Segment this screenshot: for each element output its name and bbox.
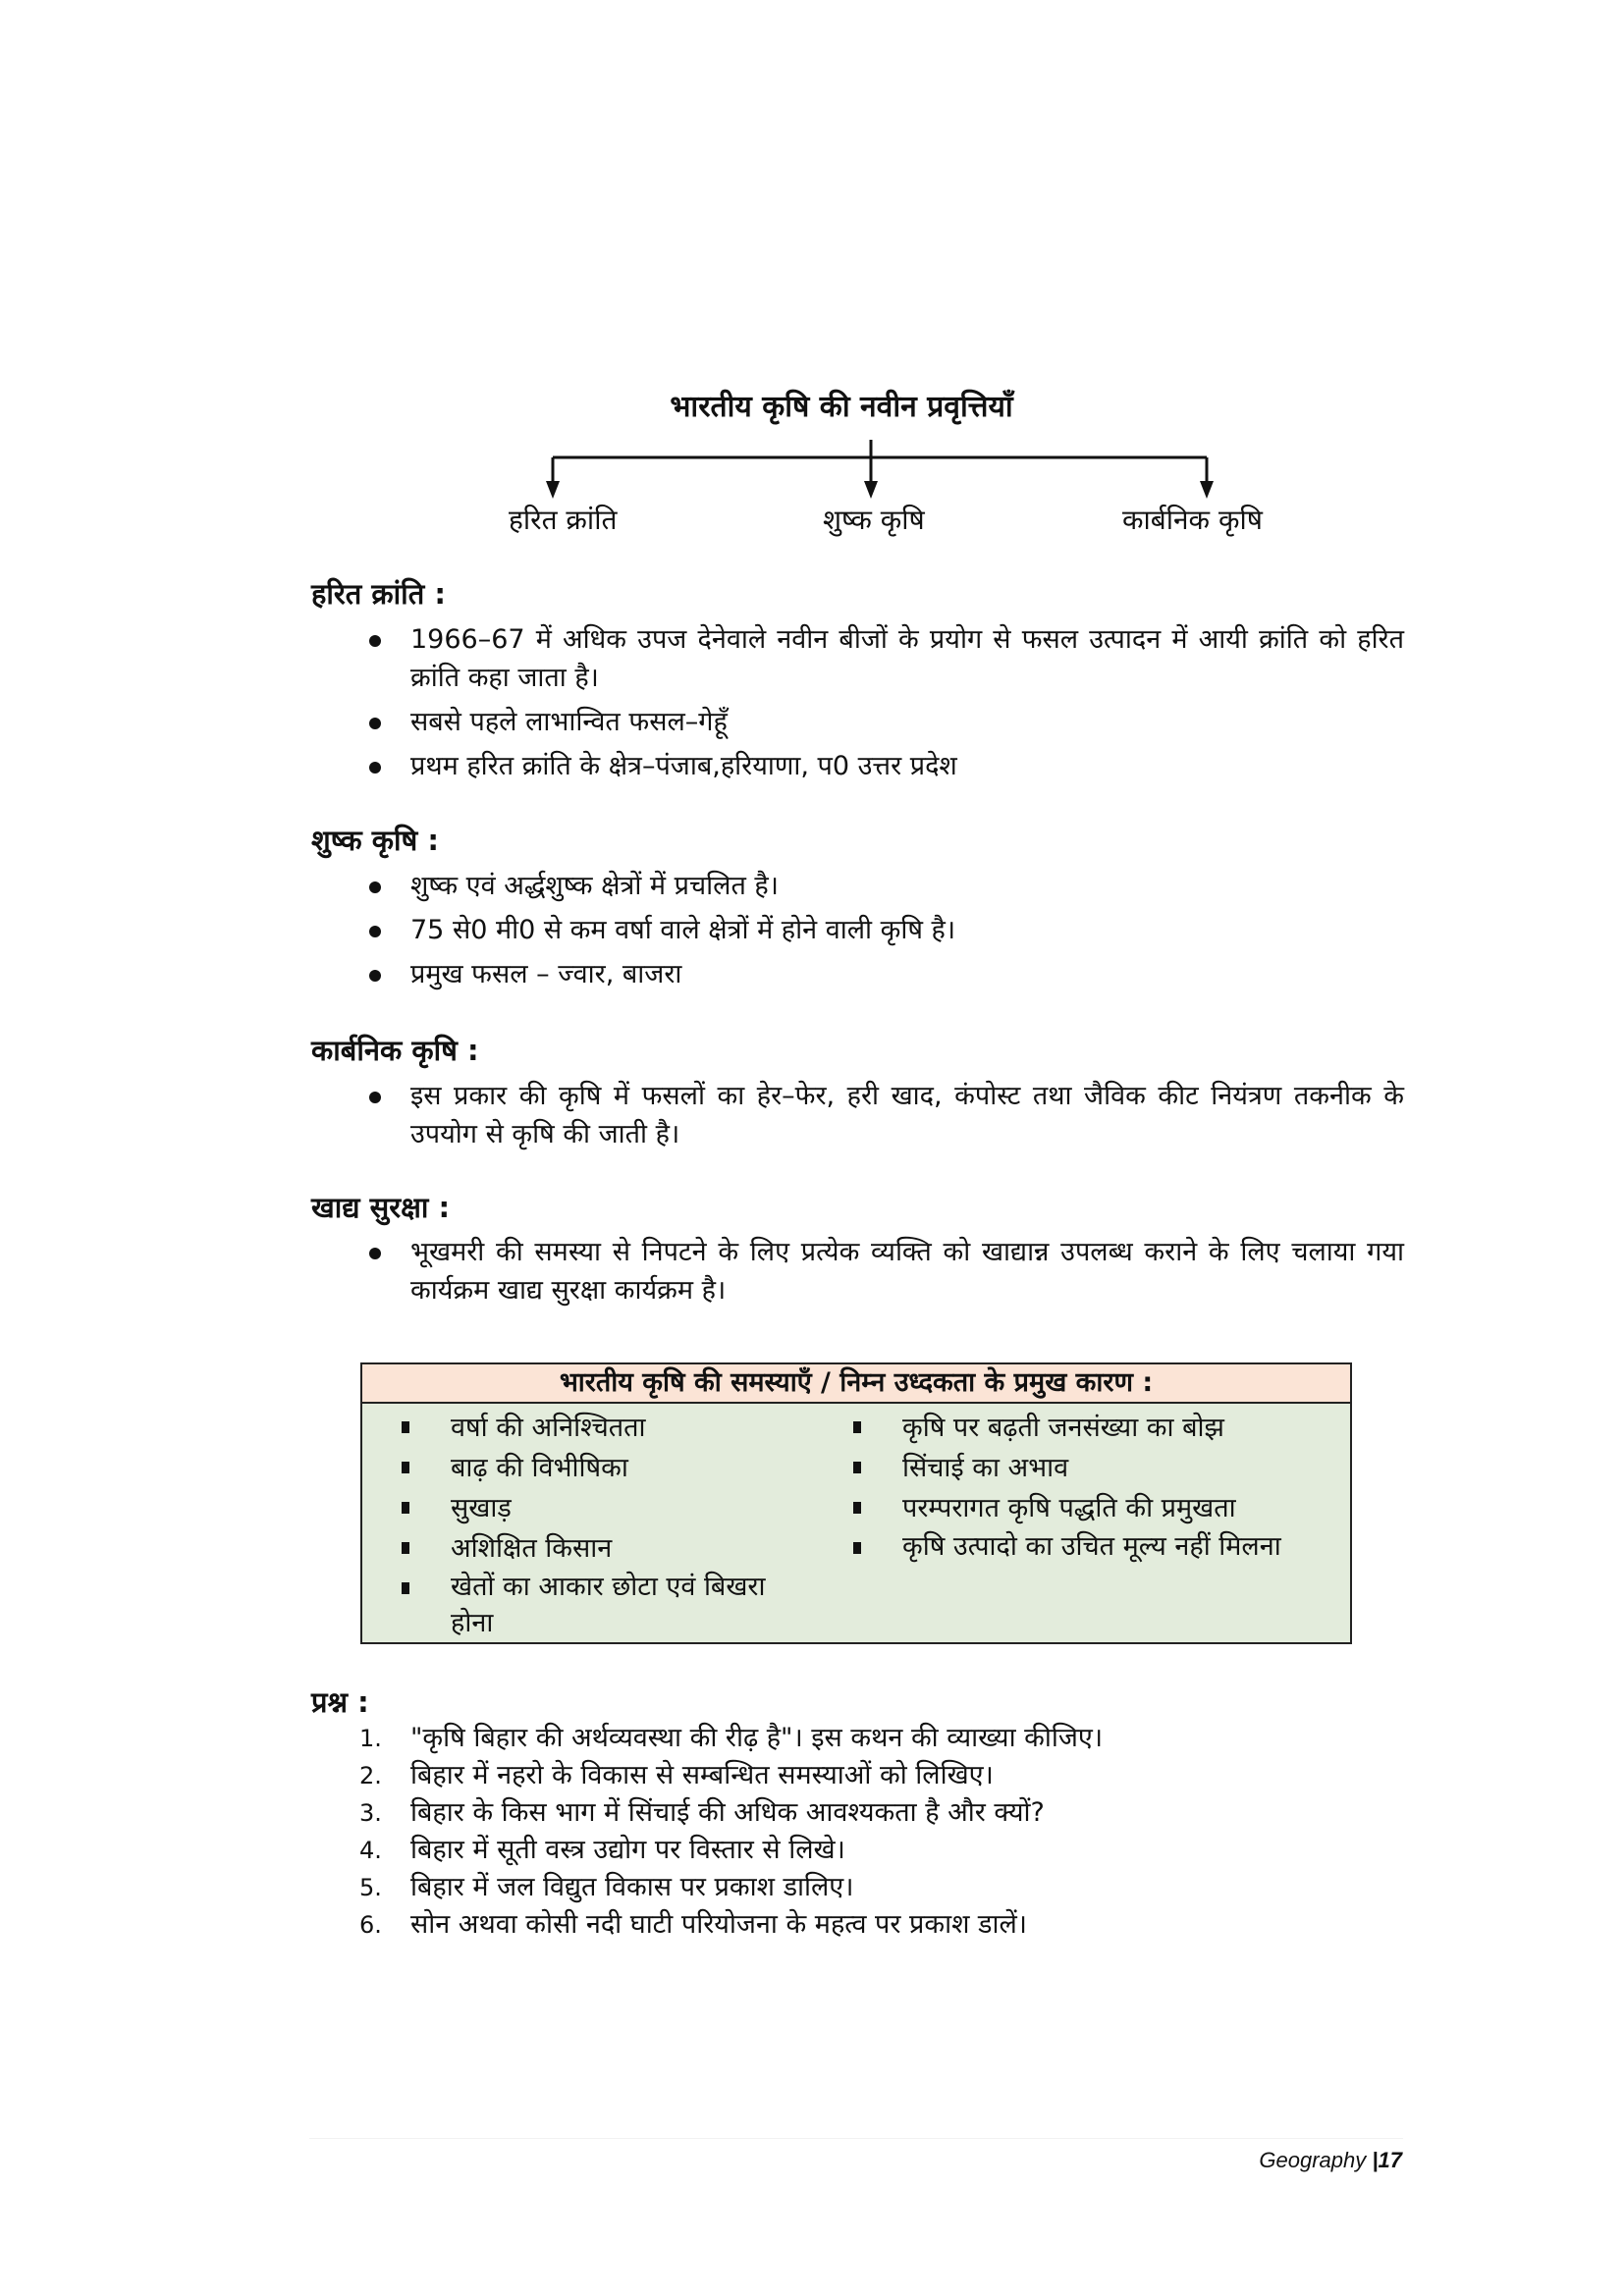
branch-dry-farming: शुष्क कृषि xyxy=(823,504,925,536)
arrow-head xyxy=(1200,481,1214,499)
table-column-right xyxy=(853,1408,1315,1565)
question-item: 1. "कृषि बिहार की अर्थव्यवस्था की रीढ़ है"। इस कथन की व्याख्या कीजिए। xyxy=(359,1723,1104,1753)
bullet-icon xyxy=(369,762,381,774)
bullet-list xyxy=(369,620,1404,791)
square-bullet-icon xyxy=(853,1462,861,1473)
list-item: सिंचाई का अभाव xyxy=(853,1448,1315,1488)
page-footer xyxy=(1259,2148,1402,2173)
branch-green-revolution: हरित क्रांति xyxy=(509,504,618,536)
question-item: 6. सोन अथवा कोसी नदी घाटी परियोजना के महत्व पर प्रकाश डालें। xyxy=(359,1909,1028,1940)
arrow-head xyxy=(864,481,878,499)
section-heading: शुष्क कृषि : xyxy=(311,824,439,857)
square-bullet-icon xyxy=(402,1421,409,1433)
bullet-icon xyxy=(369,635,381,647)
footer-divider xyxy=(309,2138,1403,2139)
list-item: सुखाड़ xyxy=(402,1488,794,1528)
square-bullet-icon xyxy=(402,1502,409,1514)
list-item: 75 से0 मी0 से कम वर्षा वाले क्षेत्रों में होने वाली कृषि है। xyxy=(369,911,1404,949)
question-item: 4. बिहार में सूती वस्त्र उद्योग पर विस्तार से लिखे। xyxy=(359,1835,845,1865)
bullet-icon xyxy=(369,970,381,982)
list-item: सबसे पहले लाभान्वित फसल–गेहूँ xyxy=(369,703,1404,741)
square-bullet-icon xyxy=(402,1582,409,1594)
questions-heading: प्रश्न : xyxy=(311,1685,369,1719)
list-item: शुष्क एवं अर्द्धशुष्क क्षेत्रों में प्रचलित है। xyxy=(369,867,1404,905)
square-bullet-icon xyxy=(853,1421,861,1433)
section-heading: खाद्य सुरक्षा : xyxy=(311,1191,451,1224)
list-item: परम्परागत कृषि पद्धति की प्रमुखता xyxy=(853,1488,1315,1528)
questions-list xyxy=(359,1720,1103,1944)
list-item: 1966–67 में अधिक उपज देनेवाले नवीन बीजों के प्रयोग से फसल उत्पादन में आयी क्रांति को हरित क्रांति कहा जाता है। xyxy=(369,620,1404,697)
bullet-icon xyxy=(369,718,381,729)
bullet-list xyxy=(369,867,1404,999)
diagram-title: भारतीय कृषि की नवीन प्रवृत्तियाँ xyxy=(670,390,1013,424)
page-number: |17 xyxy=(1372,2148,1402,2172)
bullet-list xyxy=(369,1233,1404,1315)
bullet-icon xyxy=(369,1092,381,1103)
table-header: भारतीय कृषि की समस्याएँ / निम्न उध्दकता के प्रमुख कारण : xyxy=(362,1364,1350,1404)
bullet-icon xyxy=(369,926,381,937)
bullet-icon xyxy=(369,1248,381,1259)
list-item: खेतों का आकार छोटा एवं बिखरा होना xyxy=(402,1569,794,1641)
list-item: इस प्रकार की कृषि में फसलों का हेर–फेर, हरी खाद, कंपोस्ट तथा जैविक कीट नियंत्रण तकनीक के उपयोग से कृषि की जाती है। xyxy=(369,1077,1404,1153)
list-item: वर्षा की अनिश्चितता xyxy=(402,1408,794,1448)
list-item: प्रथम हरित क्रांति के क्षेत्र–पंजाब,हरियाणा, प0 उत्तर प्रदेश xyxy=(369,747,1404,785)
list-item: बाढ़ की विभीषिका xyxy=(402,1448,794,1488)
arrow-head xyxy=(546,481,560,499)
question-item: 5. बिहार में जल विद्युत विकास पर प्रकाश डालिए। xyxy=(359,1872,854,1902)
square-bullet-icon xyxy=(402,1542,409,1554)
list-item: कृषि पर बढ़ती जनसंख्या का बोझ xyxy=(853,1408,1315,1448)
square-bullet-icon xyxy=(402,1462,409,1473)
list-item: भूखमरी की समस्या से निपटने के लिए प्रत्येक व्यक्ति को खाद्यान्न उपलब्ध कराने के लिए चलाया गया कार्यक्रम खाद्य सुरक्षा कार्यक्रम है। xyxy=(369,1233,1404,1309)
table-column-left xyxy=(402,1408,794,1641)
list-item: कृषि उत्पादो का उचित मूल्य नहीं मिलना xyxy=(853,1528,1315,1565)
section-heading: कार्बनिक कृषि : xyxy=(311,1034,479,1067)
footer-subject: Geography xyxy=(1259,2148,1367,2172)
problems-table xyxy=(360,1362,1352,1644)
question-item: 2. बिहार में नहरो के विकास से सम्बन्धित समस्याओं को लिखिए। xyxy=(359,1760,994,1790)
list-item: प्रमुख फसल – ज्वार, बाजरा xyxy=(369,955,1404,993)
list-item: अशिक्षित किसान xyxy=(402,1528,794,1569)
branch-organic-farming: कार्बनिक कृषि xyxy=(1122,504,1263,536)
bullet-icon xyxy=(369,881,381,893)
section-heading: हरित क्रांति : xyxy=(311,577,446,611)
tree-connectors xyxy=(0,0,1624,550)
bullet-list xyxy=(369,1077,1404,1159)
square-bullet-icon xyxy=(853,1502,861,1514)
question-item: 3. बिहार के किस भाग में सिंचाई की अधिक आवश्यकता है और क्यों? xyxy=(359,1797,1045,1828)
square-bullet-icon xyxy=(853,1542,861,1554)
